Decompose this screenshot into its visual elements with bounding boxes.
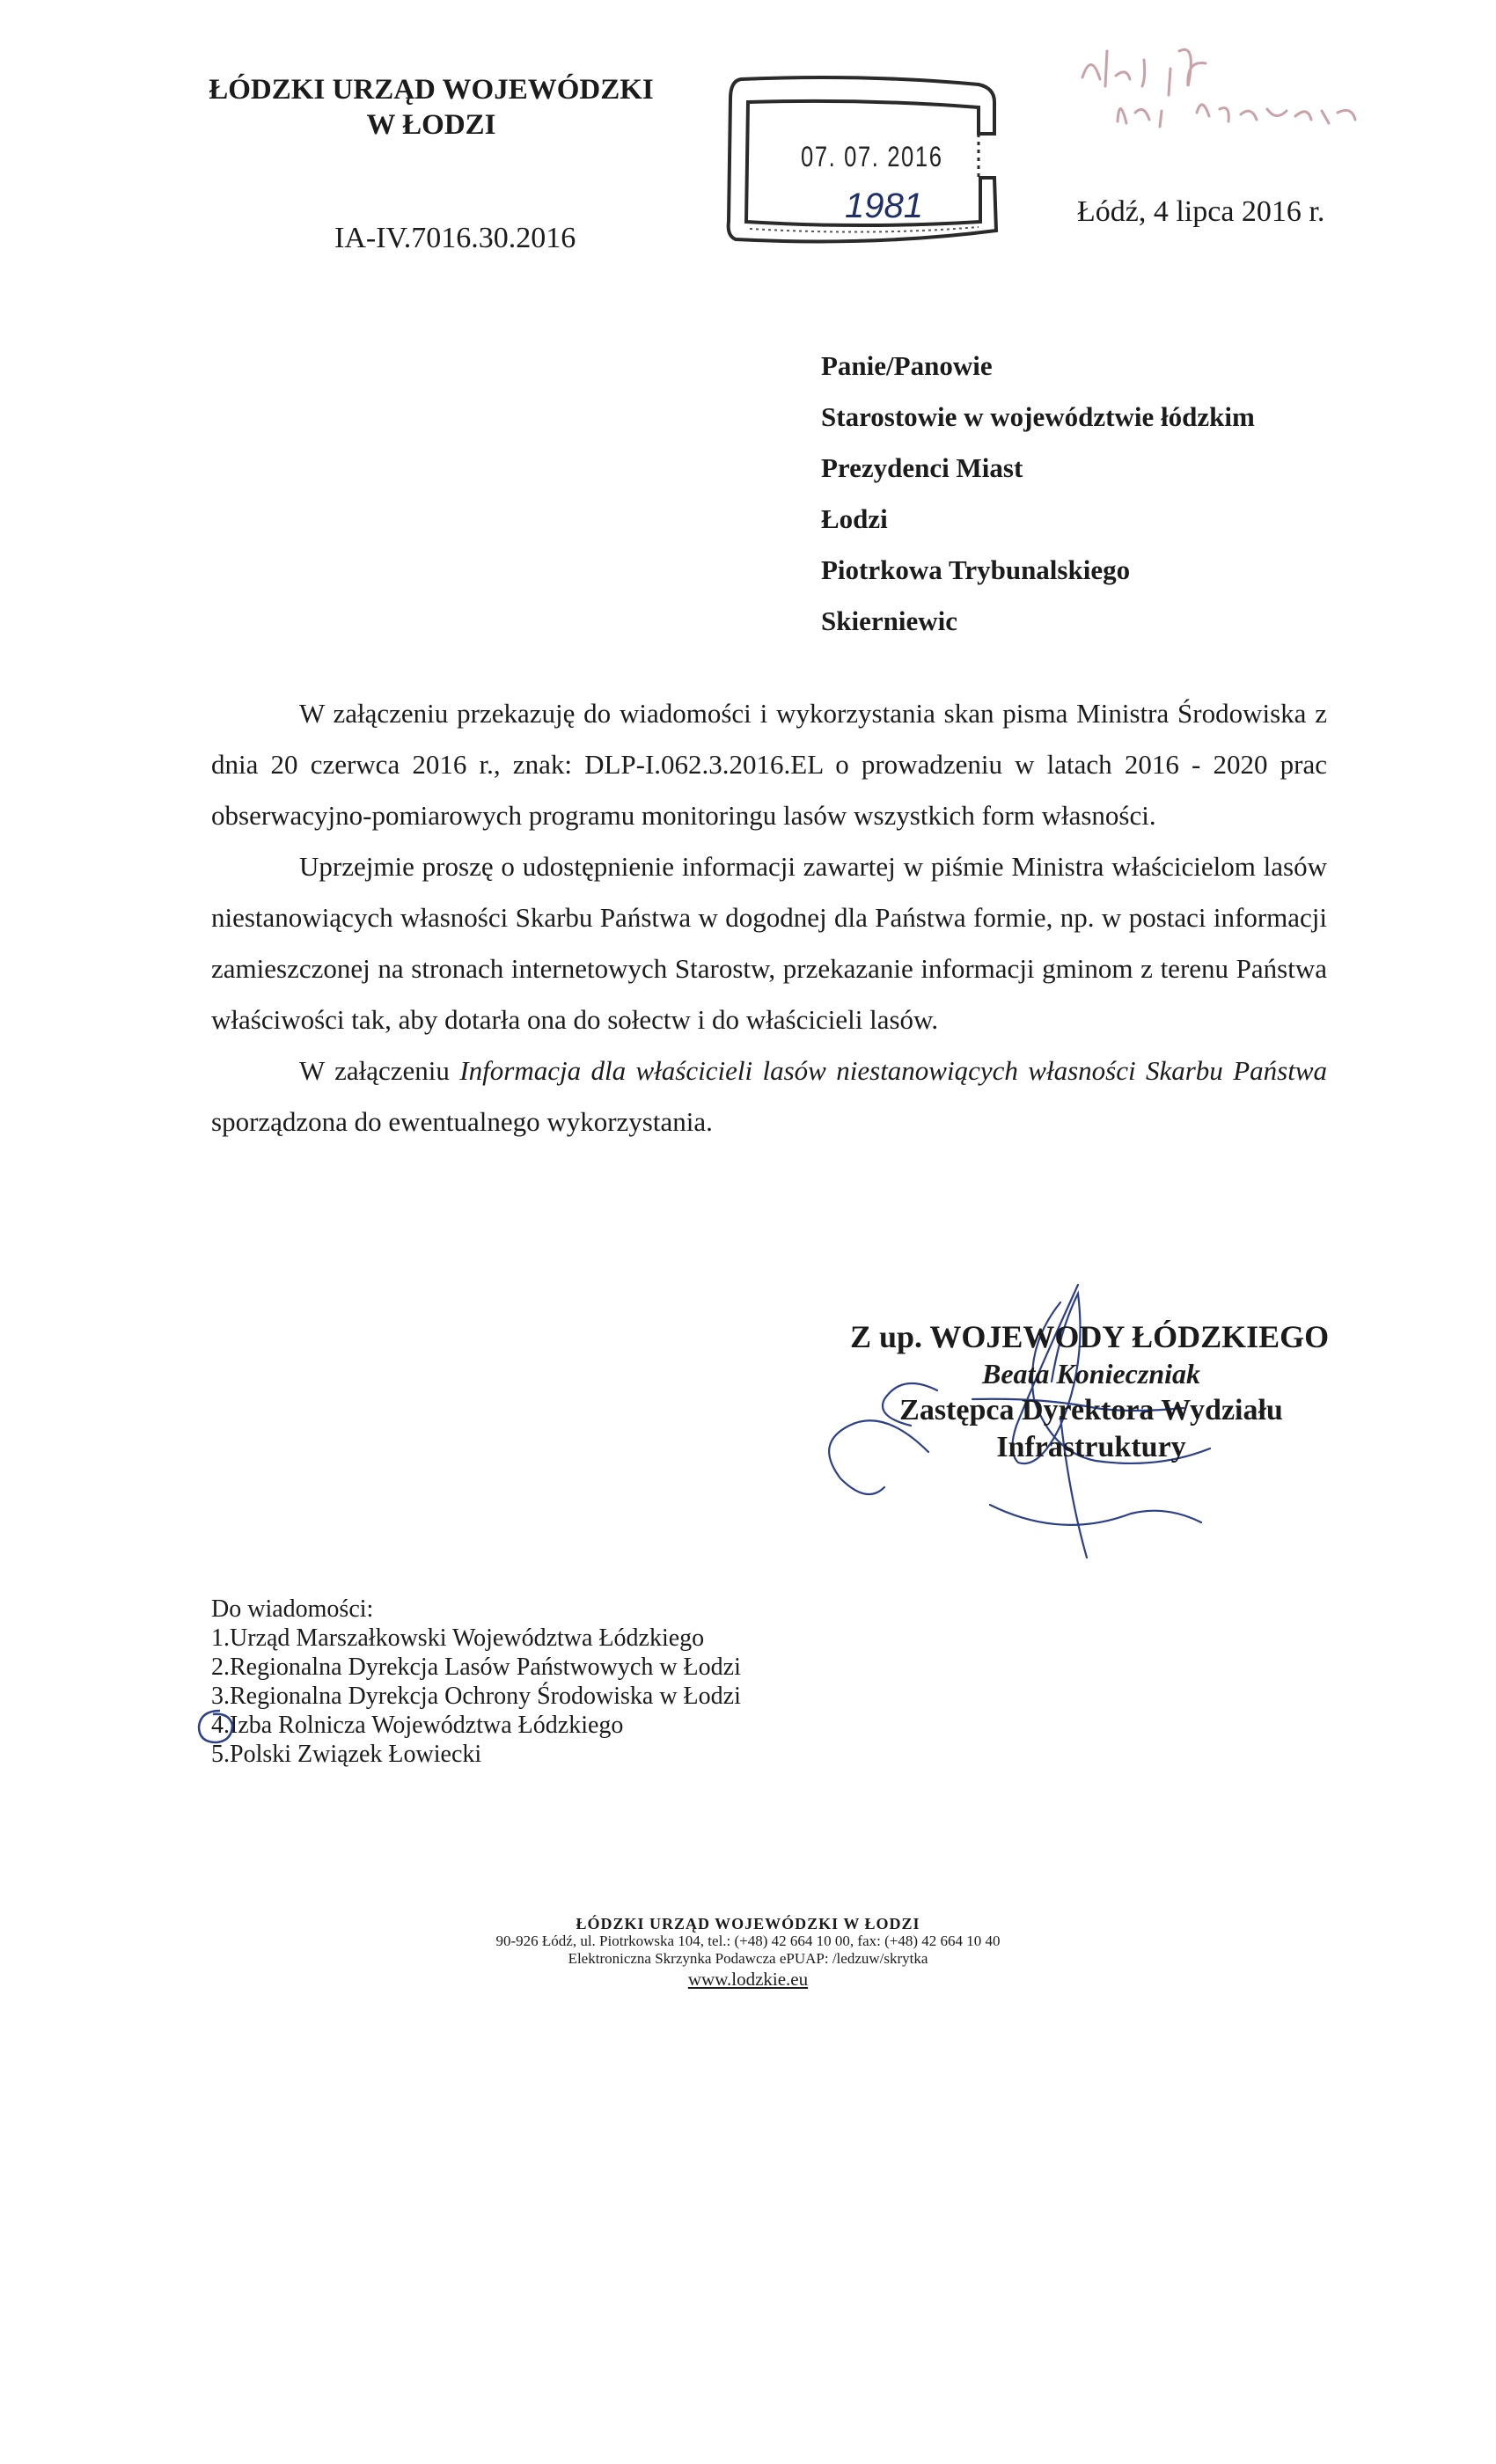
place-and-date: Łódź, 4 lipca 2016 r. bbox=[1077, 195, 1325, 228]
stamp-date: 07. 07. 2016 bbox=[801, 141, 943, 172]
addressee-line: Łodzi bbox=[821, 503, 888, 534]
cc-item: 2.Regionalna Dyrekcja Lasów Państwowych w Łodzi bbox=[211, 1654, 741, 1681]
addressee-line: Starostowie w województwie łódzkim bbox=[821, 401, 1255, 432]
attachment-title: Informacja dla właścicieli lasów niestanowiących własności Skarbu Państwa bbox=[459, 1055, 1328, 1086]
p3-suffix: sporządzona do ewentualnego wykorzystania. bbox=[211, 1106, 713, 1137]
addressee-line: Prezydenci Miast bbox=[821, 452, 1023, 483]
handwritten-circle-mark bbox=[194, 1707, 238, 1746]
signature-authority: Z up. WOJEWODY ŁÓDZKIEGO bbox=[850, 1319, 1330, 1354]
cc-item: 3.Regionalna Dyrekcja Ochrony Środowiska w Łodzi bbox=[211, 1683, 741, 1710]
p3-prefix: W załączeniu bbox=[299, 1055, 460, 1086]
signatory-name: Beata Konieczniak bbox=[981, 1358, 1200, 1390]
page-footer bbox=[422, 1915, 1074, 1991]
addressee-line: Piotrkowa Trybunalskiego bbox=[821, 554, 1131, 585]
signature-block bbox=[845, 1318, 1338, 1466]
cc-item: 4.Izba Rolnicza Województwa Łódzkiego bbox=[211, 1712, 624, 1739]
footer-website-link[interactable]: www.lodzkie.eu bbox=[687, 1969, 809, 1990]
body-paragraph-3 bbox=[211, 1045, 1327, 1148]
footer-epuap: Elektroniczna Skrzynka Podawcza ePUAP: /ledzuw/skrytka bbox=[568, 1950, 928, 1967]
cc-item: 1.Urząd Marszałkowski Województwa Łódzkiego bbox=[211, 1624, 705, 1652]
cc-item: 5.Polski Związek Łowiecki bbox=[211, 1741, 482, 1768]
office-name-line2: W ŁODZI bbox=[366, 109, 496, 141]
addressee-line: Panie/Panowie bbox=[821, 350, 993, 381]
addressee-block bbox=[821, 341, 1255, 647]
footer-office-name: ŁÓDZKI URZĄD WOJEWÓDZKI W ŁODZI bbox=[576, 1915, 920, 1932]
signatory-title-line1: Zastępca Dyrektora Wydziału bbox=[899, 1394, 1283, 1426]
stamp-registration-number: 1981 bbox=[845, 187, 923, 225]
signatory-title-line2: Infrastruktury bbox=[996, 1431, 1186, 1463]
footer-address: 90-926 Łódź, ul. Piotrkowska 104, tel.: (+48) 42 664 10 00, fax: (+48) 42 664 10 40 bbox=[495, 1932, 1001, 1949]
reference-number: IA-IV.7016.30.2016 bbox=[334, 222, 576, 254]
cc-list bbox=[211, 1595, 741, 1769]
letter-body bbox=[211, 688, 1327, 1148]
office-name-line1: ŁÓDZKI URZĄD WOJEWÓDZKI bbox=[209, 74, 654, 106]
body-paragraph-1: W załączeniu przekazuję do wiadomości i wykorzystania skan pisma Ministra Środowiska z dnia 20 czerwca 2016 r., znak: DLP-I.062.3.2016.EL o prowadzeniu w latach 2016 - 2020 prac obserwacyjno-pomiarowych programu monitoringu lasów wszystkich form własności. bbox=[211, 698, 1327, 831]
letterhead-office bbox=[176, 72, 686, 143]
cc-heading: Do wiadomości: bbox=[211, 1595, 374, 1623]
body-paragraph-2: Uprzejmie proszę o udostępnienie informacji zawartej w piśmie Ministra właścicielom lasów niestanowiących własności Skarbu Państwa w dogodnej dla Państwa formie, np. w postaci informacji zamieszczonej na stronach internetowych Starostw, przekazanie informacji gminom z terenu Państwa właściwości tak, aby dotarła ona do sołectw i do właścicieli lasów. bbox=[211, 851, 1327, 1035]
handwritten-note bbox=[1065, 25, 1399, 139]
addressee-line: Skierniewic bbox=[821, 605, 957, 636]
